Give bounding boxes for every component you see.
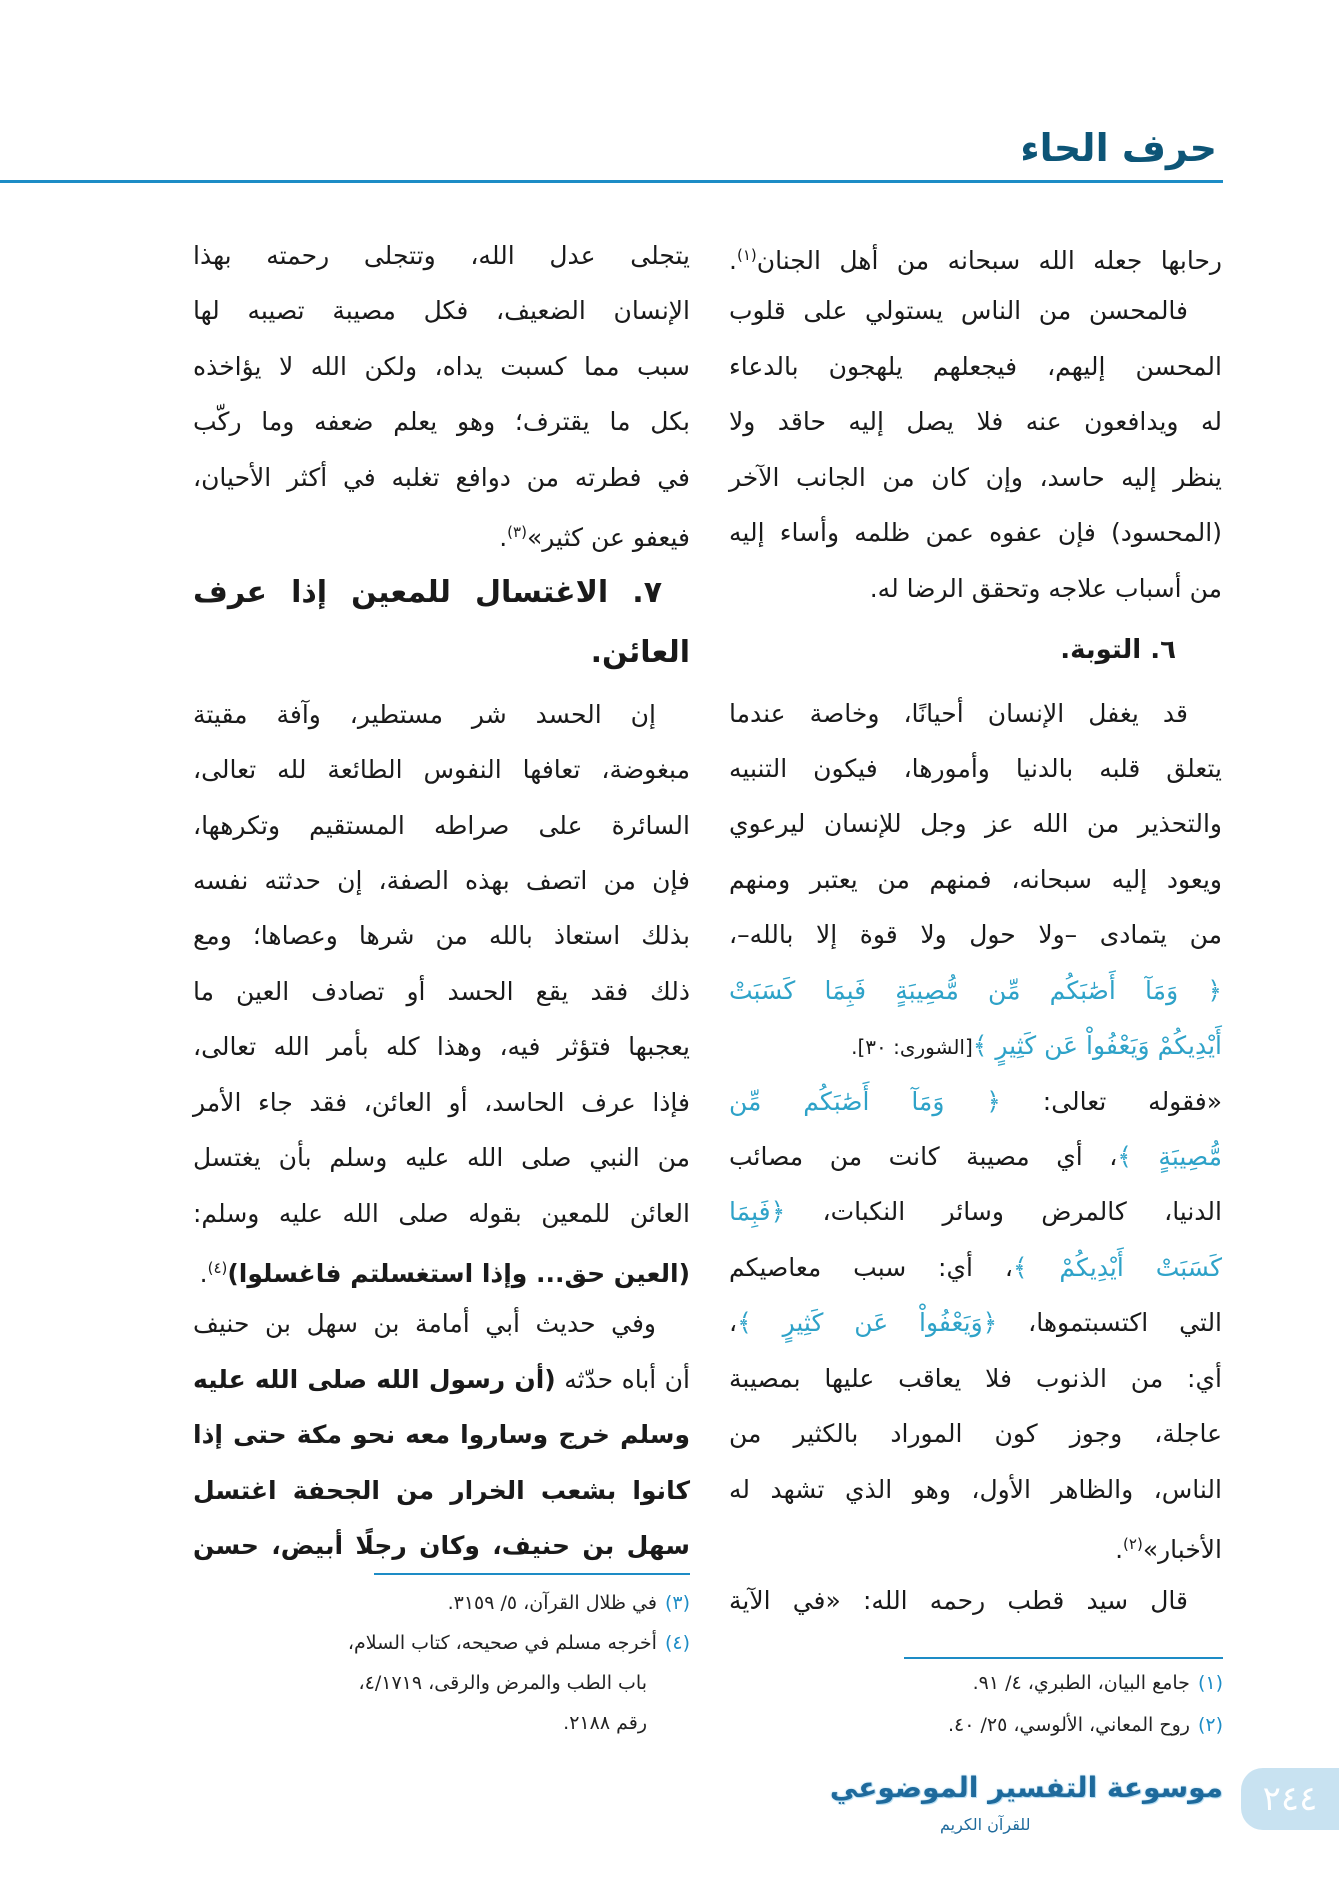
text-segment: المحسن إليهم، فيجعلهم يلهجون بالدعاء: [729, 351, 1222, 381]
left-column: [193, 228, 690, 1574]
footnote: [358, 1663, 690, 1703]
footnote: [904, 1704, 1223, 1746]
footnote-rule: [374, 1573, 690, 1575]
text-segment: إن الحسد شر مستطير، وآفة مقيتة: [193, 699, 656, 729]
text-segment: سبب مما كسبت يداه، ولكن الله لا يؤاخذه: [193, 351, 690, 381]
text-segment: بكل ما يقترف؛ وهو يعلم ضعفه وما ركّب: [193, 407, 690, 437]
text-line: [193, 687, 690, 742]
text-line: [193, 1186, 690, 1241]
text-segment: ،: [729, 1308, 738, 1338]
footnote-rule: [904, 1657, 1223, 1659]
text-segment: .: [499, 523, 508, 553]
text-line: [729, 852, 1222, 907]
right-column: [729, 228, 1222, 1628]
footnote-text: رقم ٢١٨٨.: [563, 1712, 647, 1734]
text-segment: يتعلق قلبه بالدنيا وأمورها، فيكون التنبيه: [729, 753, 1222, 783]
text-segment: ٧. الاغتسال للمعين إذا عرف: [193, 574, 662, 610]
text-line: [729, 907, 1222, 962]
text-segment: ويعود إليه سبحانه، فمنهم من يعتبر ومنهم: [729, 864, 1222, 894]
quran-verse: كَسَبَتْ أَيْدِيكُمْ ﴾: [1012, 1252, 1222, 1282]
text-segment: .: [729, 246, 737, 275]
text-line: [729, 1184, 1222, 1239]
text-line: [729, 1462, 1222, 1517]
text-line: [193, 283, 690, 338]
quran-verse: ﴿ وَمَآ أَصَٰبَكُم مِّن: [729, 1086, 1001, 1116]
text-line: [193, 964, 690, 1019]
footnote-marker: (٤): [207, 1259, 228, 1277]
footnote: [374, 1583, 690, 1623]
text-segment: فإن من اتصف بهذه الصفة، إن حدثته نفسه: [193, 865, 690, 895]
page-number: ٢٤٤: [1241, 1768, 1339, 1830]
text-line: [729, 561, 1222, 616]
footnote-number: (٢): [1197, 1714, 1223, 1736]
text-segment: «فقوله تعالى:: [1000, 1086, 1222, 1116]
text-line: [193, 1407, 690, 1462]
text-segment: (المحسود) فإن عفوه عمن ظلمه وأساء إليه: [729, 518, 1222, 548]
text-segment: أن أباه حدّثه: [555, 1364, 690, 1394]
footnote-number: (٤): [664, 1632, 690, 1654]
text-segment: فالمحسن من الناس يستولي على قلوب: [729, 296, 1188, 326]
text-segment: قال سيد قطب رحمه الله: «في الآية: [729, 1585, 1188, 1615]
text-line: [193, 1296, 690, 1351]
footnote: [347, 1623, 690, 1663]
text-segment: التي اكتسبتموها،: [997, 1308, 1223, 1338]
text-line: [729, 283, 1222, 338]
text-line: [729, 1406, 1222, 1461]
text-segment: فيعفو عن كثير»: [526, 523, 690, 553]
text-segment: ، أي مصيبة كانت من مصائب: [729, 1142, 1118, 1171]
text-line: [729, 963, 1222, 1018]
text-line: [729, 1573, 1222, 1628]
footnote-text: روح المعاني، الألوسي، ٢٥/ ٤٠.: [947, 1714, 1190, 1736]
text-line: [729, 1351, 1222, 1406]
text-segment: السائرة على صراطه المستقيم وتكرهها،: [193, 810, 690, 840]
quran-verse: ﴿ وَمَآ أَصَٰبَكُم مِّن مُّصِيبَةٍ فَبِمَا كَسَبَتْ: [729, 975, 1222, 1005]
footnote-marker: (١): [736, 246, 757, 264]
text-line: [193, 1352, 690, 1407]
footnote-text: أخرجه مسلم في صحيحه، كتاب السلام،: [347, 1632, 657, 1654]
quran-verse: ﴿وَيَعْفُواْ عَن كَثِيرٍ ﴾: [737, 1308, 998, 1338]
encyclopedia-logo: [829, 1762, 1223, 1852]
footnotes-right: [904, 1662, 1223, 1746]
section-heading: [193, 623, 690, 683]
text-segment: الدنيا، كالمرض وسائر النكبات،: [785, 1197, 1222, 1227]
footnote-text: في ظلال القرآن، ٥/ ٣١٥٩.: [447, 1592, 657, 1614]
text-line: [729, 505, 1222, 560]
text-segment: بذلك استعاذ بالله من شرها وعصاها؛ ومع: [193, 921, 690, 951]
text-segment: الإنسان الضعيف، فكل مصيبة تصيبه لها: [193, 296, 690, 326]
text-line: [193, 1241, 690, 1296]
footnote-text: جامع البيان، الطبري، ٤/ ٩١.: [972, 1672, 1190, 1694]
text-segment: العائن.: [590, 634, 690, 670]
footnotes-left: [347, 1583, 690, 1743]
text-line: [729, 1240, 1222, 1295]
footnote-number: (٣): [664, 1592, 690, 1614]
text-line: [193, 798, 690, 853]
text-line: [193, 450, 690, 505]
quran-verse: ﴿فَبِمَا: [729, 1197, 786, 1227]
footnote-number: (١): [1197, 1672, 1223, 1694]
text-line: [729, 450, 1222, 505]
text-segment: رحابها جعله الله سبحانه من أهل الجنان: [756, 246, 1222, 275]
text-segment: يتجلى عدل الله، وتتجلى رحمته بهذا: [193, 241, 690, 270]
text-segment: ينظر إليه حاسد، وإن كان من الجانب الآخر: [729, 462, 1222, 492]
bold-text: سهل بن حنيف، وكان رجلًا أبيض، حسن: [193, 1531, 690, 1561]
text-line: [193, 1130, 690, 1185]
text-line: [729, 741, 1222, 796]
text-segment: وفي حديث أبي أمامة بن سهل بن حنيف: [193, 1309, 656, 1339]
quran-verse: مُّصِيبَةٍ ﴾: [1117, 1142, 1222, 1171]
text-segment: والتحذير من الله عز وجل للإنسان ليرعوي: [729, 809, 1222, 839]
text-line: [193, 394, 690, 449]
text-line: [193, 505, 690, 560]
text-segment: من يتمادى –ولا حول ولا قوة إلا بالله–،: [729, 920, 1222, 950]
header-rule: [0, 180, 1223, 183]
section-heading: [193, 563, 690, 623]
text-line: [729, 1517, 1222, 1572]
bold-text: وسلم خرج وساروا معه نحو مكة حتى إذا: [193, 1420, 690, 1450]
text-segment: فإذا عرف الحاسد، أو العائن، فقد جاء الأمر: [193, 1087, 690, 1117]
chapter-title: حرف الحاء: [1020, 126, 1217, 170]
footnote-marker: (٢): [1123, 1535, 1143, 1554]
quran-verse: أَيْدِيكُمْ وَيَعْفُواْ عَن كَثِيرٍ ﴾: [972, 1031, 1222, 1061]
text-segment: مبغوضة، تعافها النفوس الطائعة لله تعالى،: [193, 755, 690, 785]
text-segment: ذلك فقد يقع الحسد أو تصادف العين ما: [193, 976, 690, 1006]
text-segment: .: [1115, 1535, 1124, 1565]
text-line: [193, 1518, 690, 1573]
footnote: [904, 1662, 1223, 1704]
logo-subtitle: للقرآن الكريم: [940, 1815, 1031, 1834]
text-segment: الناس، والظاهر الأول، وهو الذي تشهد له: [729, 1474, 1222, 1504]
text-line: [193, 853, 690, 908]
bold-text: كانوا بشعب الخرار من الجحفة اغتسل: [193, 1475, 690, 1505]
logo-title: موسوعة التفسير الموضوعي: [829, 1771, 1223, 1804]
text-segment: يعجبها فتؤثر فيه، وهذا كله بأمر الله تعالى،: [193, 1032, 690, 1062]
text-segment: من النبي صلى الله عليه وسلم بأن يغتسل: [193, 1143, 690, 1173]
text-segment: ، أي: سبب معاصيكم: [729, 1252, 1013, 1282]
text-line: [193, 228, 690, 283]
text-line: [729, 228, 1222, 283]
text-segment: ٦. التوبة.: [1060, 635, 1176, 666]
bold-text: (العين حق... وإذا استغسلتم فاغسلوا): [227, 1259, 690, 1288]
text-segment: أي: من الذنوب فلا يعاقب عليها بمصيبة: [729, 1363, 1222, 1393]
text-segment: قد يغفل الإنسان أحيانًا، وخاصة عندما: [729, 698, 1188, 728]
text-segment: عاجلة، وجوز كون الموراد بالكثير من: [729, 1419, 1222, 1449]
section-heading: [729, 623, 1222, 678]
text-segment: الأخبار»: [1142, 1535, 1222, 1565]
text-line: [193, 1019, 690, 1074]
footnote-marker: (٣): [507, 523, 527, 542]
text-line: [729, 394, 1222, 449]
text-line: [193, 339, 690, 394]
footnote-text: باب الطب والمرض والرقى، ٤/١٧١٩،: [358, 1672, 647, 1694]
text-segment: .: [199, 1259, 208, 1288]
text-segment: العائن للمعين بقوله صلى الله عليه وسلم:: [193, 1198, 690, 1228]
text-segment: في فطرته من دوافع تغلبه في أكثر الأحيان،: [193, 462, 690, 492]
text-line: [193, 908, 690, 963]
bold-text: (أن رسول الله صلى الله عليه: [193, 1364, 556, 1394]
text-line: [193, 742, 690, 797]
footnote: [374, 1703, 690, 1743]
text-line: [193, 1463, 690, 1518]
text-line: [729, 1018, 1222, 1073]
text-segment: له ويدافعون عنه فلا يصل إليه حاقد ولا: [729, 407, 1222, 437]
text-line: [729, 1295, 1222, 1350]
text-line: [729, 339, 1222, 394]
surah-reference: [الشورى: ٣٠].: [851, 1035, 973, 1060]
text-line: [193, 1075, 690, 1130]
text-line: [729, 1129, 1222, 1184]
text-line: [729, 686, 1222, 741]
text-line: [729, 796, 1222, 851]
text-line: [729, 1074, 1222, 1129]
text-segment: من أسباب علاجه وتحقق الرضا له.: [869, 573, 1222, 603]
